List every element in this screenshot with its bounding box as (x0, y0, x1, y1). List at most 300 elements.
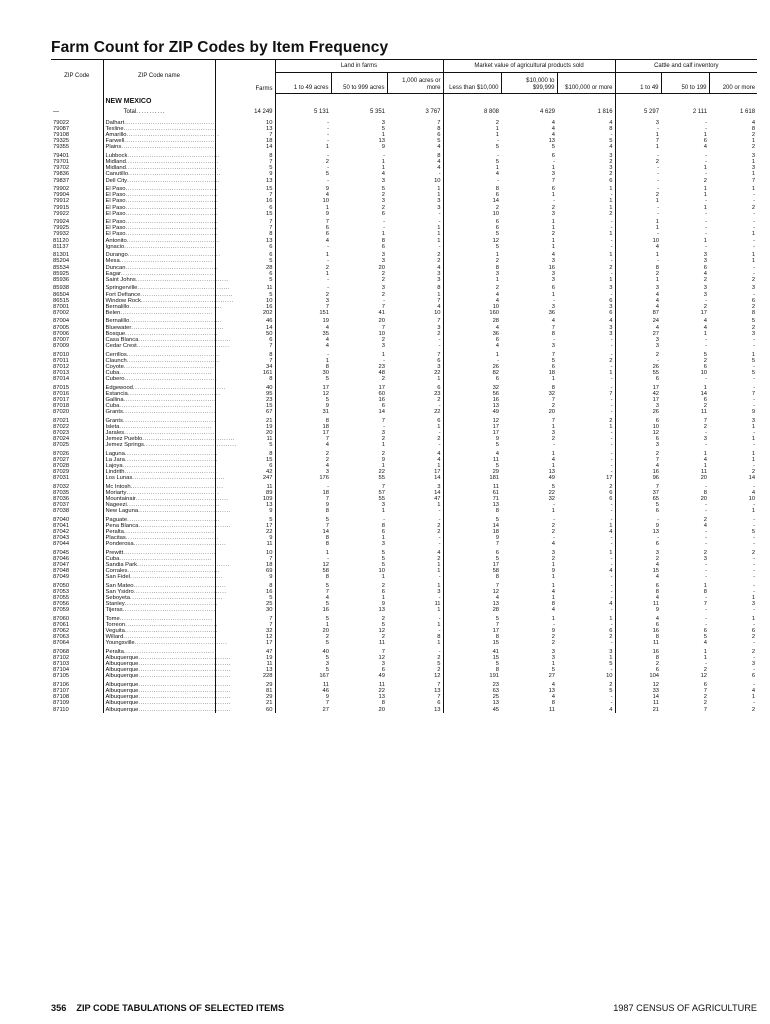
value-cell: 10 (434, 309, 441, 316)
value-cell: - (610, 700, 613, 707)
zip-name-cell: Isleta.......................................... (103, 424, 215, 430)
value-cell: - (438, 336, 441, 343)
zip-name-cell: Cuba.......................................... (103, 403, 215, 409)
value-cell: 65 (615, 496, 661, 502)
value-cell: - (610, 402, 613, 409)
value-cell: - (610, 469, 613, 475)
value-cell: 3 (751, 330, 756, 337)
value-cell: 1 (615, 277, 661, 283)
value-cell: 46 (275, 688, 331, 694)
value-cell: 8 (381, 700, 385, 707)
value-cell: 1 (551, 375, 556, 382)
value-cell: - (438, 508, 441, 515)
value-cell: 6 (615, 508, 661, 514)
value-cell: - (438, 402, 441, 409)
table-row (51, 613, 757, 622)
value-cell: 3 (437, 270, 441, 277)
value-cell: 6 (443, 217, 501, 226)
zip-name-cell: Sandia Park.......................................... (103, 562, 215, 568)
value-cell: 6 (215, 271, 275, 277)
zip-name-cell: Lajoya.......................................... (103, 463, 215, 469)
value-cell: 11 (275, 680, 331, 689)
value-cell: 2 (275, 159, 331, 165)
value-cell: 2 (381, 336, 385, 343)
value-cell: 5 (275, 640, 331, 646)
value-cell: 1 (609, 198, 613, 205)
value-cell: - (705, 502, 708, 509)
value-cell: - (753, 462, 756, 469)
value-cell: 1 (443, 126, 501, 132)
value-cell: 1 (609, 549, 613, 556)
value-cell: 13 (443, 403, 501, 409)
value-cell: 7 (437, 682, 441, 689)
value-cell: 17 (443, 562, 501, 568)
value-cell: - (610, 516, 613, 523)
value-cell: 28 (443, 316, 501, 325)
value-cell: - (705, 120, 708, 127)
value-cell: 3 (381, 541, 385, 548)
table-row (51, 680, 757, 689)
value-cell: 5 (275, 613, 331, 622)
value-cell: 2 (751, 649, 756, 656)
value-cell: 12 (215, 634, 275, 640)
value-cell: - (553, 442, 556, 449)
value-cell: 5 (443, 463, 501, 469)
value-cell: 9 (215, 535, 275, 541)
value-cell: 2 (703, 303, 708, 310)
value-cell: 8 (615, 634, 661, 640)
value-cell: 2 (751, 706, 756, 713)
value-cell: 20 (378, 264, 385, 271)
value-cell: - (610, 582, 613, 589)
value-cell: 2 (703, 423, 708, 430)
value-cell: 18 (215, 562, 275, 568)
value-cell: - (610, 622, 613, 629)
value-cell: 1 (275, 547, 331, 556)
document-page (51, 38, 757, 713)
value-cell: 6 (215, 205, 275, 211)
value-cell: 16 (615, 647, 661, 656)
value-cell: - (705, 231, 708, 238)
value-cell: 69 (215, 568, 275, 574)
value-cell: - (705, 198, 708, 205)
value-cell: 181 (443, 475, 501, 481)
value-cell: 7 (551, 177, 556, 184)
value-cell: - (705, 243, 708, 250)
zip-name-cell: Springerville.......................................... (103, 283, 215, 292)
value-cell: 6 (437, 357, 441, 364)
value-cell: 24 (615, 316, 661, 325)
value-cell: 5 (751, 529, 756, 536)
zip-name-cell: Estancia.......................................... (103, 391, 215, 397)
value-cell: - (753, 396, 756, 403)
value-cell: 1 (703, 204, 708, 211)
value-cell: - (610, 535, 613, 542)
value-cell: 9 (275, 184, 331, 193)
value-cell: - (383, 357, 385, 364)
value-cell: 22 (548, 489, 556, 496)
value-cell: 95 (215, 391, 275, 397)
value-cell: 4 (443, 595, 501, 601)
zip-code-cell: 87102 (53, 655, 70, 662)
zip-code-cell: 87036 (53, 495, 70, 502)
value-cell: 7 (275, 304, 331, 310)
value-cell: 1 (703, 384, 708, 391)
value-cell: 20 (700, 475, 708, 482)
zip-code-cell: 87002 (53, 309, 70, 316)
value-cell: 11 (378, 682, 385, 689)
farm-count-table (51, 59, 757, 713)
total-mkt-2: 4 629 (540, 108, 556, 115)
total-farms: 14 249 (215, 106, 275, 118)
value-cell: 6 (215, 244, 275, 250)
value-cell: 1 (703, 649, 708, 656)
value-cell: 26 (615, 409, 661, 415)
col-land-50-999: 50 to 999 acres (331, 73, 387, 94)
value-cell: 13 (215, 238, 275, 244)
value-cell: 22 (378, 688, 385, 695)
value-cell: 3 (615, 283, 661, 292)
value-cell: - (610, 607, 613, 614)
value-cell: 56 (443, 391, 501, 397)
value-cell: 5 (609, 661, 613, 668)
value-cell: 5 (381, 126, 385, 133)
value-cell: 6 (609, 297, 613, 304)
zip-name-cell: Claunch.......................................... (103, 358, 215, 364)
value-cell: 7 (275, 700, 331, 706)
value-cell: 2 (437, 435, 441, 442)
zip-code-cell: 79108 (53, 132, 70, 139)
value-cell: 1 (751, 171, 756, 178)
value-cell: 4 (443, 343, 501, 349)
value-cell: 4 (609, 529, 613, 536)
value-cell: 55 (378, 475, 385, 482)
value-cell: 2 (443, 283, 501, 292)
value-cell: 228 (215, 673, 275, 679)
value-cell: 9 (215, 574, 275, 580)
value-cell: 2 (609, 682, 613, 689)
value-cell: 1 (609, 369, 613, 376)
value-cell: - (610, 450, 613, 457)
value-cell: 2 (703, 700, 708, 707)
value-cell: 87 (615, 310, 661, 316)
value-cell: 7 (215, 358, 275, 364)
value-cell: 109 (215, 496, 275, 502)
value-cell: 16 (378, 396, 385, 403)
value-cell: 3 (437, 276, 441, 283)
zip-name-cell: Paguate.......................................... (103, 514, 215, 523)
value-cell: 16 (615, 628, 661, 634)
zip-code-cell: 87009 (53, 342, 70, 349)
value-cell: - (438, 649, 441, 656)
total-cat-3: 1 618 (740, 108, 756, 115)
value-cell: 27 (615, 331, 661, 337)
zip-code-cell: 87038 (53, 508, 70, 515)
value-cell: 8 (443, 634, 501, 640)
value-cell: - (705, 595, 708, 602)
value-cell: - (553, 535, 556, 542)
value-cell: 3 (615, 547, 661, 556)
zip-name-cell: Ignacio.......................................... (103, 244, 215, 250)
value-cell: 1 (551, 462, 556, 469)
zip-code-cell: 87005 (53, 324, 70, 331)
value-cell: 11 (443, 481, 501, 490)
zip-name-cell: Cedar Crest.......................................... (103, 343, 215, 349)
value-cell: 25 (215, 601, 275, 607)
value-cell: 17 (378, 384, 385, 391)
value-cell: 7 (275, 496, 331, 502)
value-cell: - (610, 694, 613, 701)
value-cell: 17 (434, 469, 441, 475)
zip-name-cell: Albuquerque.......................................... (103, 694, 215, 700)
value-cell: 47 (215, 647, 275, 656)
value-cell: 3 (615, 337, 661, 343)
value-cell: 191 (443, 673, 501, 679)
value-cell: 12 (275, 562, 331, 568)
value-cell: 11 (215, 436, 275, 442)
value-cell: - (610, 243, 613, 250)
value-cell: 2 (381, 375, 385, 382)
value-cell: 8 (275, 415, 331, 424)
value-cell: 25 (443, 694, 501, 700)
value-cell: 4 (609, 144, 613, 151)
value-cell: 5 (275, 376, 331, 382)
value-cell: 45 (443, 707, 501, 713)
value-cell: 10 (434, 177, 441, 184)
value-cell: - (753, 667, 756, 674)
value-cell: 8 (215, 376, 275, 382)
value-cell: - (705, 210, 708, 217)
value-cell: 8 (703, 489, 708, 496)
value-cell: 5 (275, 655, 331, 661)
value-cell: - (383, 219, 385, 226)
zip-code-cell: 87029 (53, 469, 70, 475)
zip-code-cell: 87053 (53, 589, 70, 596)
value-cell: - (753, 442, 756, 449)
value-cell: 2 (751, 634, 756, 641)
value-cell: 5 (443, 244, 501, 250)
value-cell: 15 (215, 211, 275, 217)
value-cell: - (438, 595, 441, 602)
value-cell: 11 (378, 640, 385, 647)
value-cell: 1 (751, 616, 756, 623)
value-cell: - (610, 562, 613, 569)
value-cell: 3 (381, 177, 385, 184)
value-cell: 2 (381, 270, 385, 277)
zip-code-cell: 87016 (53, 390, 70, 397)
value-cell: - (753, 429, 756, 436)
value-cell: - (753, 225, 756, 232)
value-cell: 3 (551, 210, 556, 217)
value-cell: 2 (609, 264, 613, 271)
value-cell: 1 (615, 217, 661, 226)
value-cell: 6 (381, 529, 385, 536)
value-cell: 4 (437, 264, 441, 271)
value-cell: 7 (443, 580, 501, 589)
value-cell: 1 (275, 144, 331, 150)
value-cell: 13 (548, 469, 556, 475)
zip-code-cell: 87004 (53, 318, 70, 325)
value-cell: 1 (275, 250, 331, 259)
value-cell: 9 (381, 456, 385, 463)
value-cell: - (705, 126, 708, 133)
value-cell: 58 (443, 568, 501, 574)
group-cattle-inventory: Cattle and calf inventory (615, 60, 757, 73)
value-cell: 6 (551, 363, 556, 370)
zip-name-cell: Jemez Springs.......................................... (103, 442, 215, 448)
value-cell: 6 (703, 682, 708, 689)
value-cell: 1 (275, 205, 331, 211)
value-cell: 20 (378, 706, 385, 713)
value-cell: 6 (381, 667, 385, 674)
value-cell: 3 (703, 252, 708, 259)
value-cell: 17 (215, 523, 275, 529)
value-cell: 7 (443, 541, 501, 547)
value-cell: 8 (381, 237, 385, 244)
value-cell: 8 (381, 522, 385, 529)
value-cell: 13 (215, 667, 275, 673)
value-cell: - (610, 456, 613, 463)
value-cell: 2 (609, 483, 613, 490)
value-cell: 6 (437, 132, 441, 139)
value-cell: - (753, 483, 756, 490)
value-cell: 1 (551, 582, 556, 589)
zip-name-cell: Cubero.......................................... (103, 376, 215, 382)
value-cell: 9 (215, 508, 275, 514)
value-cell: 5 (275, 171, 331, 177)
value-cell: 22 (434, 408, 441, 415)
value-cell: - (275, 151, 331, 160)
zip-name-cell: Mc Intosh.......................................... (103, 481, 215, 490)
value-cell: 8 (615, 655, 661, 661)
value-cell: 17 (443, 430, 501, 436)
zip-name-cell: Corrales.......................................... (103, 568, 215, 574)
value-cell: 46 (215, 316, 275, 325)
zip-code-cell: 87106 (53, 682, 70, 689)
value-cell: 19 (275, 316, 331, 325)
value-cell: 5 (215, 442, 275, 448)
value-cell: 5 (615, 502, 661, 508)
zip-name-cell: Jemez Pueblo.......................................... (103, 436, 215, 442)
value-cell: 5 (215, 258, 275, 264)
value-cell: 6 (437, 700, 441, 707)
value-cell: 34 (215, 364, 275, 370)
value-cell: 6 (615, 580, 661, 589)
page-title: Farm Count for ZIP Codes by Item Frequency (51, 39, 389, 56)
value-cell: 5 (443, 613, 501, 622)
value-cell: 2 (437, 258, 441, 265)
value-cell: 28 (443, 607, 501, 613)
zip-name-cell: San Mateo.......................................... (103, 580, 215, 589)
zip-name-cell: Tijeras.......................................... (103, 607, 215, 613)
value-cell: 1 (609, 276, 613, 283)
value-cell: 1 (437, 502, 441, 509)
zip-code-cell: 79401 (53, 153, 70, 160)
zip-name-cell: Albuquerque.......................................... (103, 700, 215, 706)
value-cell: 20 (378, 318, 385, 325)
value-cell: 4 (703, 144, 708, 151)
value-cell: 15 (615, 568, 661, 574)
value-cell: 2 (615, 349, 661, 358)
value-cell: 2 (551, 556, 556, 562)
value-cell: 8 (751, 126, 756, 133)
value-cell: - (438, 342, 441, 349)
col-mkt-100k-plus: $100,000 or more (557, 73, 615, 94)
value-cell: - (705, 442, 708, 449)
zip-name-cell: Coyote.......................................... (103, 364, 215, 370)
value-cell: 8 (551, 384, 556, 391)
value-cell: 1 (381, 462, 385, 469)
value-cell: 7 (551, 351, 556, 358)
zip-name-cell: Dell City.......................................... (103, 178, 215, 184)
value-cell: 1 (437, 607, 441, 614)
value-cell: 6 (751, 628, 756, 635)
value-cell: 19 (215, 424, 275, 430)
value-cell: 6 (751, 673, 756, 680)
zip-name-cell: Placitas.......................................... (103, 535, 215, 541)
section-title: ZIP CODE TABULATIONS OF SELECTED ITEMS (76, 1003, 285, 1013)
value-cell: 7 (443, 622, 501, 628)
value-cell: - (275, 126, 331, 132)
value-cell: 6 (609, 628, 613, 635)
page-footer (51, 1002, 757, 1014)
value-cell: 9 (443, 436, 501, 442)
zip-code-cell: 79925 (53, 225, 70, 232)
value-cell: 4 (609, 601, 613, 608)
value-cell: 12 (443, 238, 501, 244)
table-row (51, 250, 757, 259)
value-cell: 1 (437, 291, 441, 298)
value-cell: 2 (381, 450, 385, 457)
zip-code-cell: 87042 (53, 529, 70, 536)
value-cell: 8 (437, 153, 441, 160)
value-cell: 9 (443, 535, 501, 541)
zip-code-cell: 86515 (53, 297, 70, 304)
value-cell: 2 (615, 159, 661, 165)
value-cell: 18 (443, 529, 501, 535)
zip-code-cell: 79355 (53, 144, 70, 151)
value-cell: - (610, 237, 613, 244)
value-cell: 13 (378, 694, 385, 701)
value-cell: 160 (443, 310, 501, 316)
value-cell: 49 (548, 475, 556, 482)
value-cell: 2 (437, 667, 441, 674)
value-cell: 41 (443, 647, 501, 656)
value-cell: 8 (609, 126, 613, 133)
value-cell: - (753, 219, 756, 226)
value-cell: 6 (703, 138, 708, 145)
value-cell: 60 (215, 707, 275, 713)
zip-name-cell: Veguita.......................................... (103, 628, 215, 634)
value-cell: 2 (381, 291, 385, 298)
value-cell: 4 (609, 318, 613, 325)
value-cell: - (705, 336, 708, 343)
value-cell: 6 (275, 225, 331, 231)
value-cell: 6 (609, 489, 613, 496)
value-cell: - (275, 283, 331, 292)
value-cell: 1 (615, 144, 661, 150)
value-cell: - (610, 667, 613, 674)
value-cell: - (275, 277, 331, 283)
zip-code-cell: 87021 (53, 417, 70, 424)
value-cell: 7 (275, 436, 331, 442)
value-cell: 27 (275, 707, 331, 713)
value-cell: 31 (275, 409, 331, 415)
zip-code-cell: 87043 (53, 535, 70, 542)
zip-name-cell: Tome.......................................... (103, 613, 215, 622)
value-cell: 5 (703, 634, 708, 641)
value-cell: 5 (443, 661, 501, 667)
